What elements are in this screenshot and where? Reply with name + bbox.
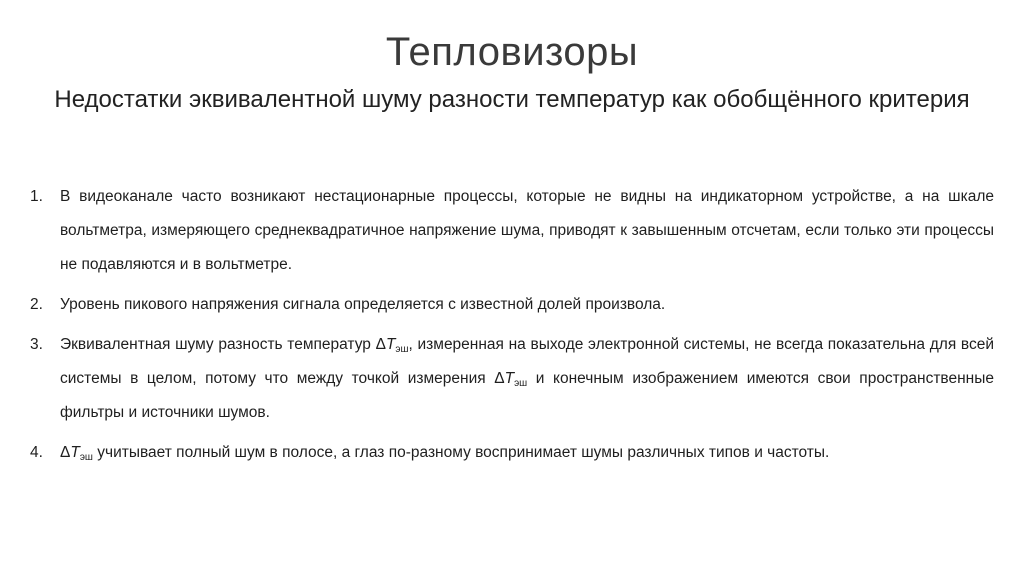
list-number: 4. <box>30 444 43 461</box>
t-letter: T <box>385 336 396 353</box>
text-part: , измеренная на выходе электронной системы, не всегда показательна для всей системы в целом, потому что между точкой измерения <box>60 336 994 387</box>
delta-sign: Δ <box>494 370 505 387</box>
text-part: учитывает полный шум в полосе, а глаз по-разному воспринимает шумы различных типов и частоты. <box>92 444 830 461</box>
list-text <box>60 328 994 430</box>
text-part: и конечным изображением имеются свои пространственные фильтры и источники шумов. <box>60 370 994 421</box>
list-item-1 <box>30 180 994 282</box>
list-item-2 <box>30 288 994 322</box>
delta-t-symbol <box>376 336 409 353</box>
delta-sign: Δ <box>60 444 71 461</box>
subscript: эш <box>395 344 409 355</box>
delta-t-symbol <box>494 370 527 387</box>
delta-t-symbol <box>60 444 93 461</box>
text-part: Эквивалентная шуму разность температур <box>60 336 376 353</box>
list-item-3 <box>30 328 994 430</box>
list-text: Уровень пикового напряжения сигнала определяется с известной долей произвола. <box>60 296 666 313</box>
slide-subtitle: Недостатки эквивалентной шуму разности температур как обобщённого критерия <box>54 86 970 113</box>
t-letter: T <box>70 444 80 461</box>
slide-title: Тепловизоры <box>385 30 639 74</box>
subscript: эш <box>79 452 93 463</box>
list-number: 2. <box>30 296 43 313</box>
list-item-4 <box>30 436 994 470</box>
list-number: 3. <box>30 336 43 353</box>
t-letter: T <box>504 370 515 387</box>
list-text <box>60 436 994 470</box>
delta-sign: Δ <box>375 336 386 353</box>
drawbacks-list <box>30 180 994 476</box>
list-text: В видеоканале часто возникают нестационарные процессы, которые не видны на индикаторном устройстве, а на шкале вольтметра, измеряющего среднеквадратичное напряжение шума, приводят к завышенным отсчетам, если только эти процессы не подавляются и в вольтметре. <box>60 188 994 273</box>
subscript: эш <box>514 378 528 389</box>
list-number: 1. <box>30 188 43 205</box>
